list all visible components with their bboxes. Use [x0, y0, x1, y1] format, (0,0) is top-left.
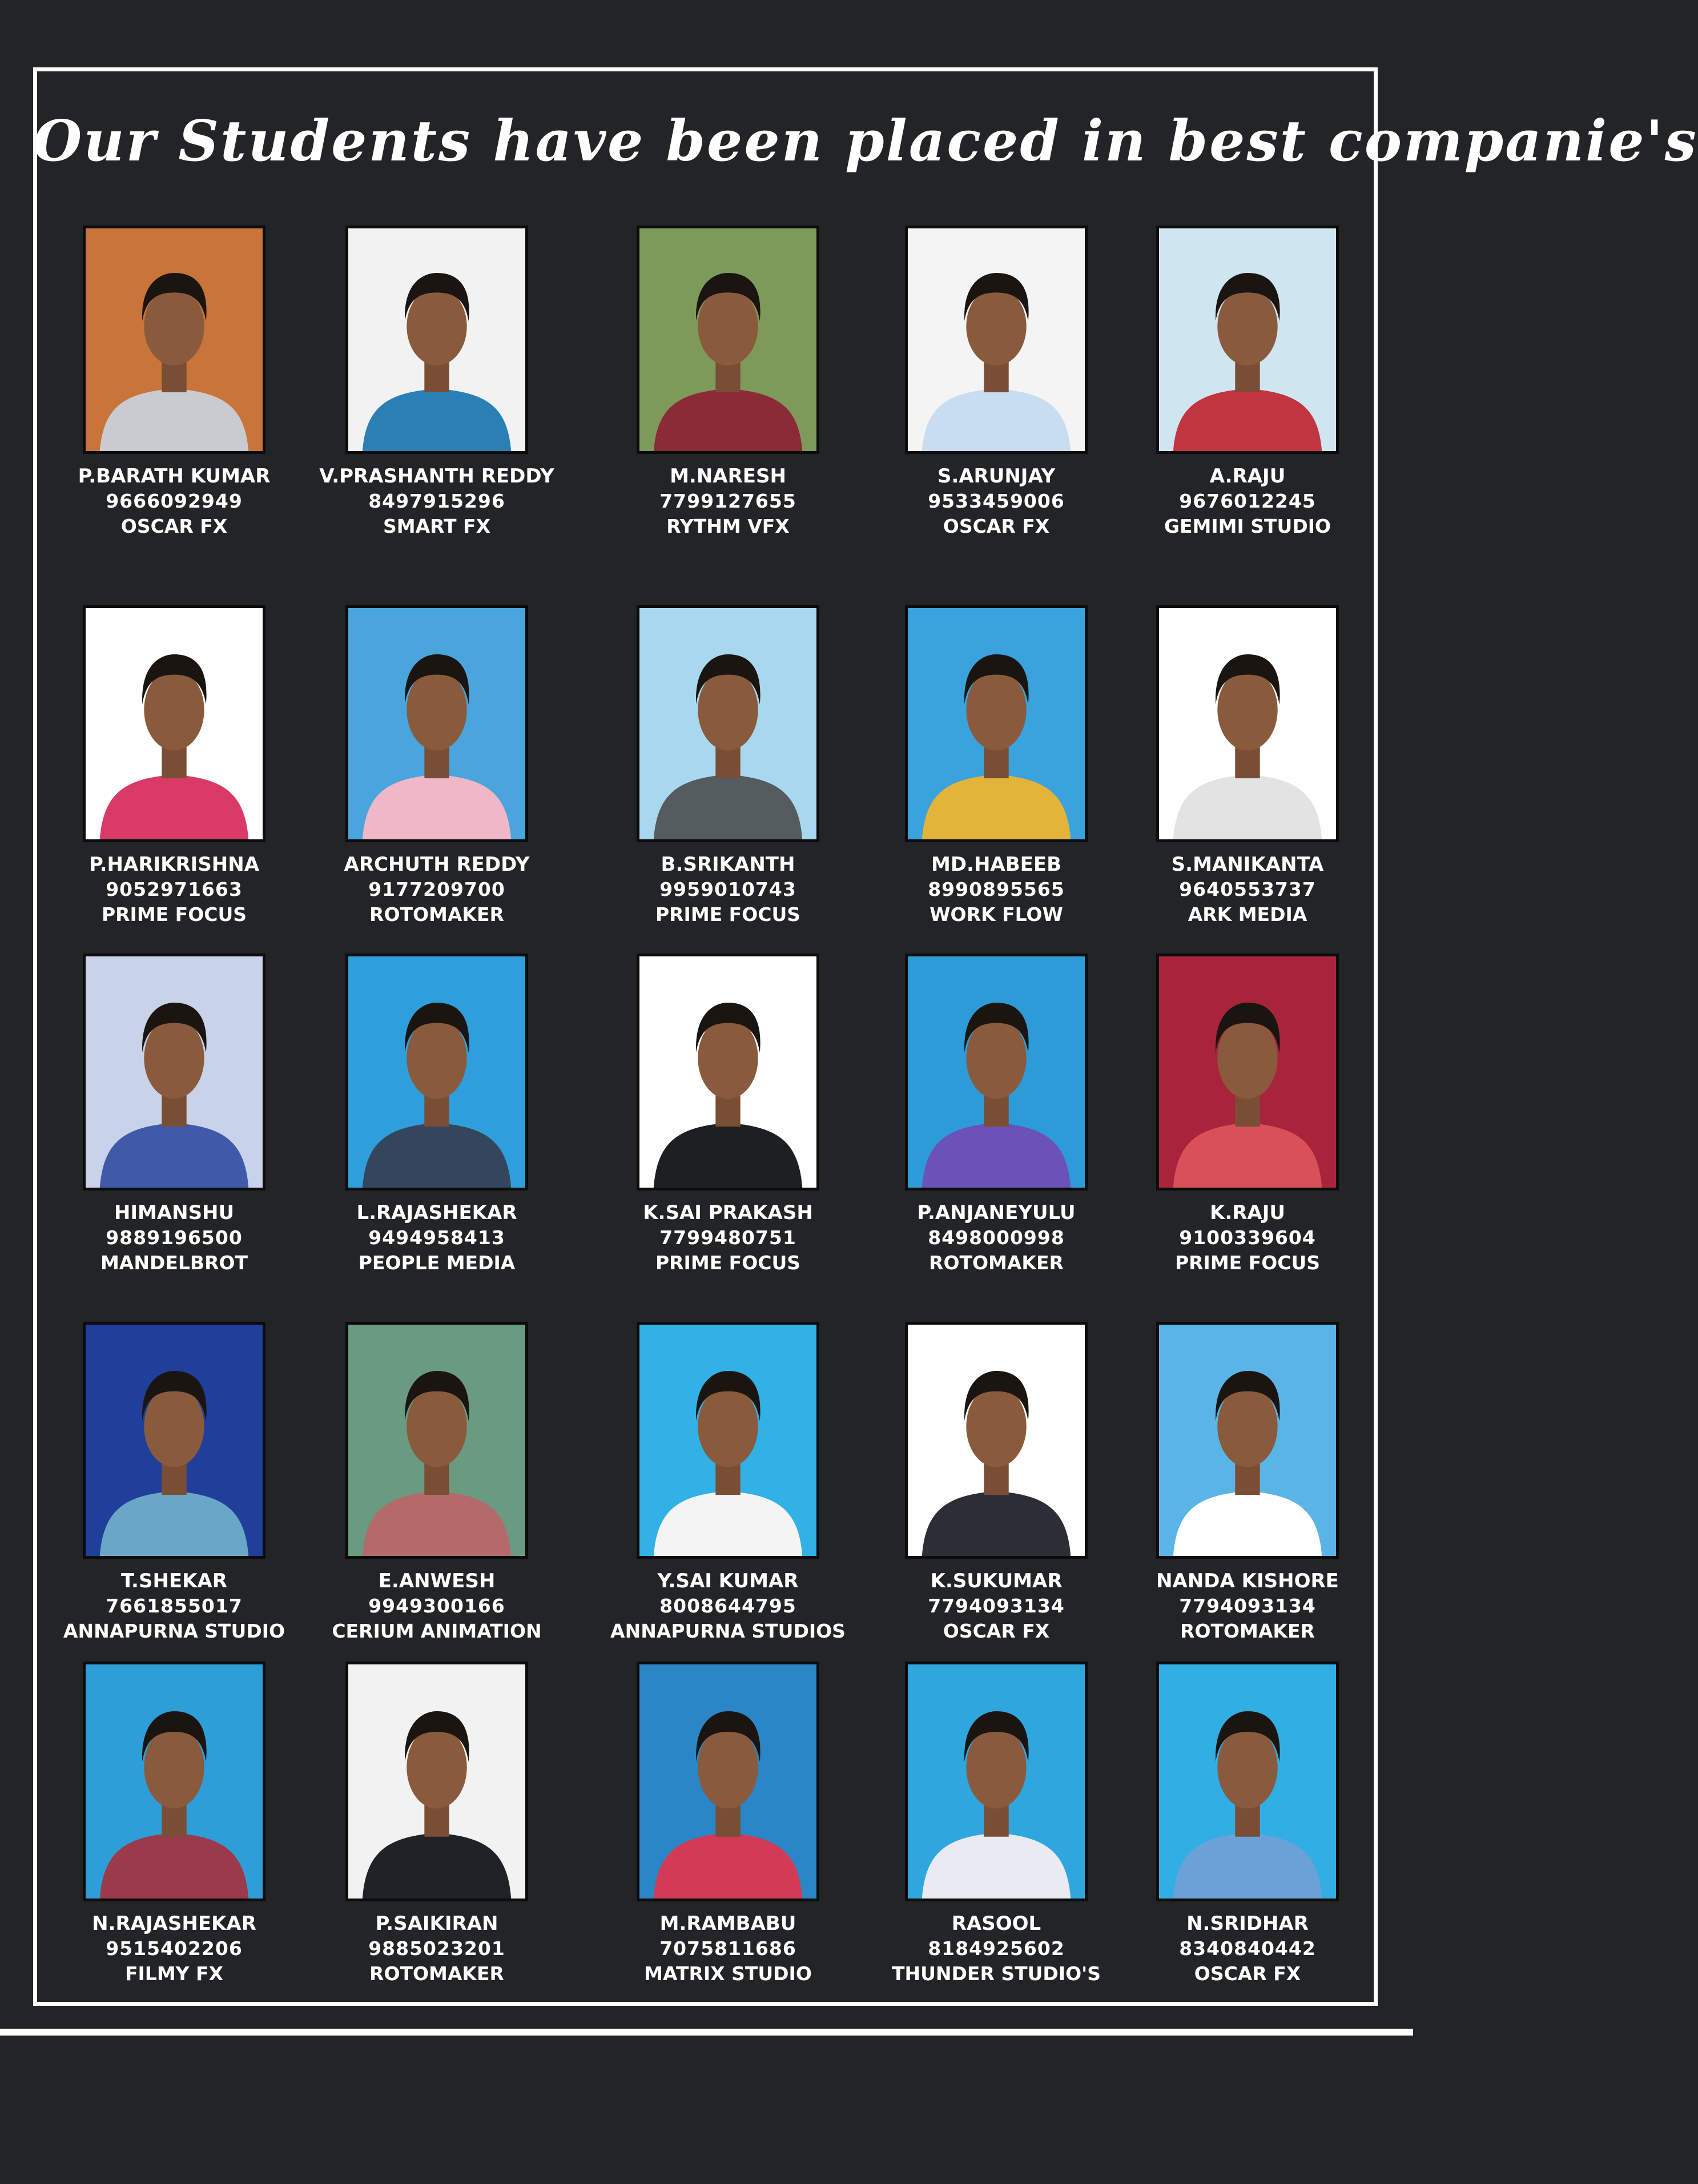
student-name: RASOOL: [951, 1912, 1041, 1935]
student-name: N.RAJASHEKAR: [92, 1912, 256, 1935]
student-name: NANDA KISHORE: [1156, 1570, 1339, 1592]
student-card: [876, 1322, 1116, 1644]
student-company: MATRIX STUDIO: [644, 1962, 812, 1985]
student-photo: [345, 1662, 528, 1901]
student-photo: [345, 954, 528, 1190]
student-phone: 7661855017: [106, 1594, 243, 1617]
student-company: CERIUM ANIMATION: [332, 1620, 542, 1643]
student-photo: [905, 226, 1088, 454]
student-name: P.BARATH KUMAR: [78, 465, 271, 488]
student-company: ROTOMAKER: [369, 1962, 504, 1985]
student-photo: [1156, 954, 1339, 1190]
student-phone: 9959010743: [659, 878, 796, 900]
student-card: [608, 605, 848, 928]
student-photo: [1156, 1662, 1339, 1901]
student-company: GEMIMI STUDIO: [1164, 515, 1331, 538]
student-company: OSCAR FX: [943, 515, 1050, 538]
student-phone: 7794093134: [928, 1594, 1065, 1617]
student-name: E.ANWESH: [378, 1570, 496, 1592]
student-name: T.SHEKAR: [121, 1570, 227, 1592]
student-card: [1128, 1322, 1367, 1644]
student-photo: [345, 1322, 528, 1559]
student-company: ROTOMAKER: [1180, 1620, 1315, 1643]
student-company: ANNAPURNA STUDIOS: [610, 1620, 846, 1643]
student-photo: [637, 1322, 819, 1559]
student-name: A.RAJU: [1209, 465, 1286, 488]
student-name: M.NARESH: [670, 465, 786, 488]
student-photo: [637, 954, 819, 1190]
student-phone: 9885023201: [368, 1937, 505, 1960]
student-phone: 9676012245: [1179, 489, 1316, 512]
student-photo: [637, 1662, 819, 1901]
student-company: PRIME FOCUS: [655, 1252, 801, 1274]
student-card: [1128, 954, 1367, 1276]
student-photo: [905, 1322, 1088, 1559]
student-name: S.ARUNJAY: [937, 465, 1056, 488]
student-phone: 7794093134: [1179, 1594, 1316, 1617]
student-name: MD.HABEEB: [931, 853, 1062, 876]
student-phone: 8008644795: [659, 1594, 796, 1617]
student-phone: 9177209700: [368, 878, 505, 900]
student-company: WORK FLOW: [930, 903, 1063, 926]
student-company: ROTOMAKER: [929, 1252, 1064, 1274]
student-name: V.PRASHANTH REDDY: [319, 465, 554, 488]
student-name: HIMANSHU: [114, 1201, 235, 1224]
student-card: [317, 1322, 557, 1644]
student-photo: [637, 226, 819, 454]
student-card: [54, 1662, 294, 1987]
student-card: [608, 1322, 848, 1644]
student-photo: [905, 954, 1088, 1190]
student-phone: 8184925602: [928, 1937, 1065, 1960]
student-card: [317, 1662, 557, 1987]
student-company: ARK MEDIA: [1188, 903, 1307, 926]
student-phone: 9515402206: [106, 1937, 243, 1960]
student-photo: [345, 226, 528, 454]
student-photo: [1156, 605, 1339, 842]
student-photo: [345, 605, 528, 842]
student-name: P.HARIKRISHNA: [88, 853, 260, 876]
bottom-divider: [0, 2029, 1413, 2036]
poster-title: Our Students have been placed in best companie's: [33, 108, 1698, 174]
student-name: M.RAMBABU: [659, 1912, 796, 1935]
student-phone: 7799127655: [659, 489, 796, 512]
student-card: [317, 954, 557, 1276]
student-name: K.SUKUMAR: [930, 1570, 1063, 1592]
student-phone: 9494958413: [368, 1226, 505, 1249]
student-name: K.RAJU: [1209, 1201, 1285, 1224]
student-name: K.SAI PRAKASH: [643, 1201, 813, 1224]
student-name: P.SAIKIRAN: [375, 1912, 498, 1935]
student-phone: 9100339604: [1179, 1226, 1316, 1249]
student-company: THUNDER STUDIO'S: [891, 1962, 1101, 1985]
student-name: ARCHUTH REDDY: [344, 853, 530, 876]
student-photo: [637, 605, 819, 842]
student-card: [317, 226, 557, 540]
student-company: PRIME FOCUS: [101, 903, 247, 926]
student-phone: 9666092949: [106, 489, 243, 512]
student-photo: [905, 1662, 1088, 1901]
student-company: PEOPLE MEDIA: [358, 1252, 516, 1274]
student-company: OSCAR FX: [120, 515, 228, 538]
student-phone: 9889196500: [106, 1226, 243, 1249]
student-company: SMART FX: [383, 515, 491, 538]
student-phone: 9640553737: [1179, 878, 1316, 900]
student-card: [317, 605, 557, 928]
student-name: Y.SAI KUMAR: [657, 1570, 799, 1592]
student-company: OSCAR FX: [943, 1620, 1050, 1643]
student-name: N.SRIDHAR: [1186, 1912, 1309, 1935]
student-name: P.ANJANEYULU: [917, 1201, 1076, 1224]
student-card: [876, 1662, 1116, 1987]
student-card: [608, 954, 848, 1276]
student-card: [1128, 605, 1367, 928]
student-photo: [83, 1322, 265, 1559]
student-card: [608, 1662, 848, 1987]
student-phone: 8497915296: [368, 489, 505, 512]
student-card: [1128, 1662, 1367, 1987]
student-photo: [83, 1662, 265, 1901]
student-photo: [1156, 1322, 1339, 1559]
student-company: PRIME FOCUS: [655, 903, 801, 926]
student-card: [876, 954, 1116, 1276]
student-company: RYTHM VFX: [666, 515, 790, 538]
student-card: [876, 226, 1116, 540]
student-phone: 7799480751: [659, 1226, 796, 1249]
student-company: FILMY FX: [124, 1962, 224, 1985]
student-phone: 9949300166: [368, 1594, 505, 1617]
student-card: [1128, 226, 1367, 540]
student-phone: 7075811686: [659, 1937, 796, 1960]
student-company: OSCAR FX: [1194, 1962, 1301, 1985]
student-name: B.SRIKANTH: [661, 853, 795, 876]
student-card: [54, 954, 294, 1276]
student-photo: [83, 226, 265, 454]
student-name: L.RAJASHEKAR: [356, 1201, 517, 1224]
student-phone: 9052971663: [106, 878, 243, 900]
student-company: PRIME FOCUS: [1174, 1252, 1321, 1274]
student-photo: [83, 605, 265, 842]
student-phone: 8340840442: [1179, 1937, 1316, 1960]
student-company: MANDELBROT: [100, 1252, 248, 1274]
student-card: [54, 605, 294, 928]
student-phone: 8990895565: [928, 878, 1065, 900]
student-photo: [905, 605, 1088, 842]
student-photo: [83, 954, 265, 1190]
student-phone: 8498000998: [928, 1226, 1065, 1249]
student-company: ROTOMAKER: [369, 903, 504, 926]
student-card: [54, 226, 294, 540]
student-phone: 9533459006: [928, 489, 1065, 512]
student-card: [54, 1322, 294, 1644]
student-photo: [1156, 226, 1339, 454]
student-name: S.MANIKANTA: [1171, 853, 1324, 876]
student-company: ANNAPURNA STUDIO: [63, 1620, 285, 1643]
student-card: [876, 605, 1116, 928]
student-card: [608, 226, 848, 540]
